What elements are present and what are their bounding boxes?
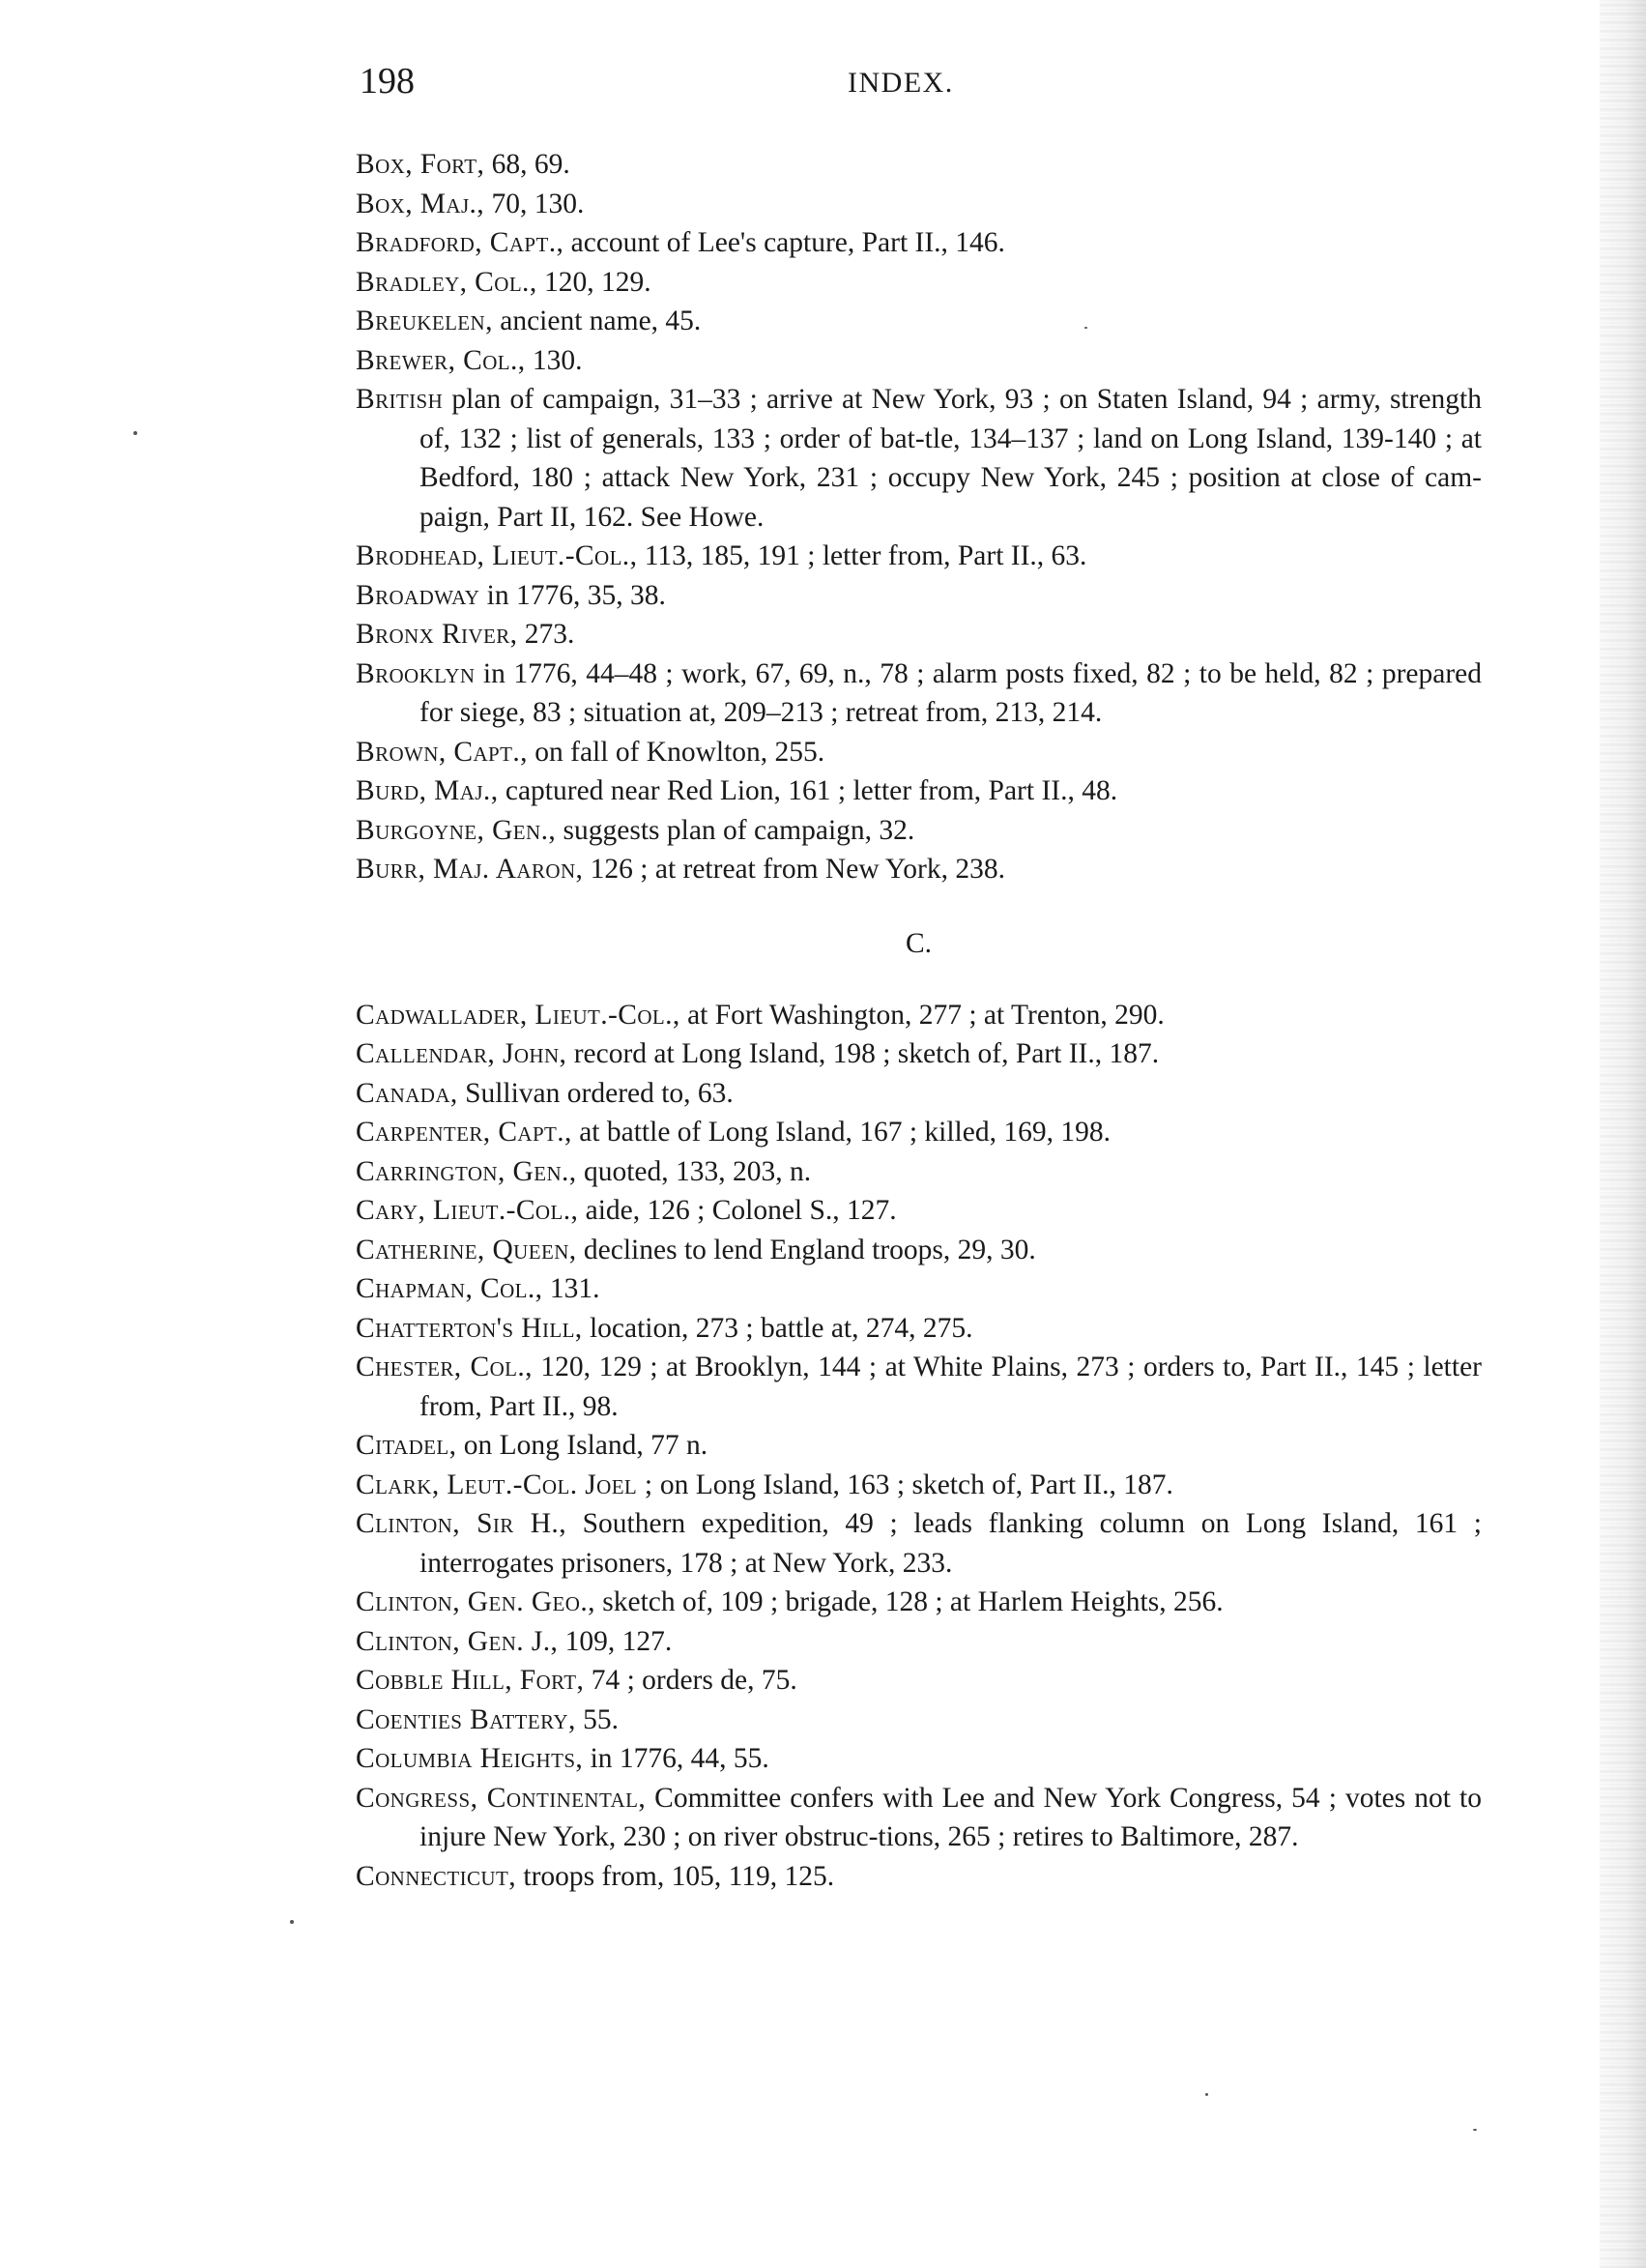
entry-heading: Congress, Continental, — [356, 1782, 647, 1814]
entry-text: 74 ; orders de, 75. — [584, 1665, 797, 1696]
entry-text: 120, 129. — [536, 266, 651, 298]
entry-heading: British — [356, 384, 444, 415]
entry-text: ancient name, 45. — [492, 305, 702, 336]
entry-heading: Bradford, Capt., — [356, 227, 564, 258]
entry-text: in 1776, 44, 55. — [583, 1743, 769, 1774]
entry-heading: Callendar, John, — [356, 1038, 567, 1069]
entry-text: at Fort Washington, 277 ; at Trenton, 290. — [679, 999, 1165, 1031]
entry-heading: Clark, Leut.-Col. Joel ; — [356, 1468, 653, 1500]
entry-text: 109, 127. — [558, 1625, 673, 1657]
index-entry — [356, 1231, 1482, 1270]
entry-heading: Chatterton's Hill, — [356, 1312, 583, 1344]
index-entry — [356, 1504, 1482, 1583]
entry-heading: Clinton, Gen. J., — [356, 1625, 559, 1657]
entry-heading: Broadway — [356, 579, 480, 611]
index-entry — [356, 1466, 1482, 1505]
index-entry — [356, 850, 1482, 889]
entry-text: 126 ; at retreat from New York, 238. — [583, 854, 1005, 885]
index-entry — [356, 1426, 1482, 1466]
index-entry — [356, 1309, 1482, 1349]
entry-heading: Citadel, — [356, 1430, 457, 1461]
entry-text: captured near Red Lion, 161 ; letter from, Part II., 48. — [498, 775, 1118, 806]
scan-speck — [1084, 327, 1087, 329]
section-letter-c: C. — [905, 927, 933, 959]
entry-heading: Chester, Col., — [356, 1352, 533, 1382]
entry-heading: Bronx River, — [356, 619, 518, 650]
entry-heading: Chapman, Col., — [356, 1273, 543, 1304]
entry-heading: Catherine, Queen, — [356, 1234, 577, 1265]
index-entry — [356, 1152, 1482, 1192]
index-entry — [356, 1701, 1482, 1740]
entry-heading: Canada, — [356, 1077, 458, 1109]
index-entry — [356, 1857, 1482, 1897]
entry-heading: Clinton, Sir H., — [356, 1508, 566, 1539]
index-entry — [356, 341, 1482, 381]
index-entry — [356, 996, 1482, 1035]
entry-heading: Carpenter, Capt., — [356, 1117, 572, 1148]
scan-speck — [1205, 2093, 1208, 2096]
entry-heading: Cobble Hill, Fort, — [356, 1665, 585, 1696]
entry-text: suggests plan of campaign, 32. — [556, 814, 915, 846]
entry-text: 273. — [517, 619, 575, 650]
index-entry — [356, 654, 1482, 733]
entry-heading: Breukelen, — [356, 305, 493, 336]
index-entry — [356, 1269, 1482, 1309]
index-entry — [356, 1348, 1482, 1426]
entry-text: account of Lee's capture, Part II., 146. — [563, 227, 1005, 258]
entry-text: Sullivan ordered to, 63. — [457, 1077, 734, 1109]
entry-text: in 1776, 35, 38. — [479, 579, 666, 611]
entry-heading: Brown, Capt., — [356, 736, 528, 768]
entry-text: Southern expedition, 49 ; leads flanking column on Long Island, 161 ; interrogates prisoners, 178 ; at New York, 233. — [419, 1508, 1482, 1579]
index-entry — [356, 1191, 1482, 1231]
index-entry — [356, 1113, 1482, 1152]
index-group-c — [356, 996, 1482, 1897]
index-entry — [356, 145, 1482, 185]
entry-heading: Cadwallader, Lieut.-Col., — [356, 999, 680, 1031]
entry-text: location, 273 ; battle at, 274, 275. — [582, 1312, 973, 1344]
index-entry — [356, 185, 1482, 224]
entry-text: 55. — [575, 1703, 619, 1735]
entry-text: on Long Island, 163 ; sketch of, Part II., 187. — [652, 1468, 1173, 1500]
entry-heading: Coenties Battery, — [356, 1703, 576, 1735]
index-entry — [356, 615, 1482, 654]
index-entry — [356, 1074, 1482, 1114]
page-header — [360, 60, 1481, 118]
index-entry — [356, 771, 1482, 811]
entry-text: troops from, 105, 119, 125. — [516, 1860, 835, 1892]
index-entry — [356, 1034, 1482, 1074]
index-entry — [356, 1661, 1482, 1701]
scan-speck — [1473, 2129, 1477, 2131]
index-entry — [356, 1779, 1482, 1857]
scan-speck — [290, 1920, 294, 1924]
entry-heading: Brodhead, Lieut.-Col., — [356, 540, 638, 571]
entry-heading: Burd, Maj., — [356, 775, 499, 806]
entry-text: 113, 185, 191 ; letter from, Part II., 63. — [637, 540, 1087, 571]
index-entry — [356, 576, 1482, 616]
entry-text: 130. — [525, 344, 583, 376]
entry-text: quoted, 133, 203, n. — [576, 1155, 812, 1187]
entry-heading: Box, Maj., — [356, 188, 485, 219]
entry-text: record at Long Island, 198 ; sketch of, Part II., 187. — [566, 1038, 1160, 1069]
entry-heading: Connecticut, — [356, 1860, 517, 1892]
index-entry — [356, 223, 1482, 263]
entry-text: Committee confers with Lee and New York Congress, 54 ; votes not to injure New York, 230 ; on river obstruc-tions, 265 ; retires to Baltimore, 287. — [419, 1782, 1482, 1852]
entry-text: at battle of Long Island, 167 ; killed, 169, 198. — [571, 1117, 1111, 1148]
entry-heading: Brooklyn — [356, 657, 476, 689]
scan-speck — [133, 431, 137, 435]
index-entry — [356, 537, 1482, 576]
index-entry — [356, 1622, 1482, 1662]
index-entry — [356, 1739, 1482, 1779]
index-entry — [356, 811, 1482, 851]
index-entry — [356, 1583, 1482, 1622]
entry-heading: Bradley, Col., — [356, 266, 537, 298]
index-entry — [356, 380, 1482, 537]
entry-text: 120, 129 ; at Brooklyn, 144 ; at White Plains, 273 ; orders to, Part II., 145 ; letter from, Part II., 98. — [419, 1352, 1482, 1422]
index-body — [356, 145, 1482, 1896]
entry-text: sketch of, 109 ; brigade, 128 ; at Harlem Heights, 256. — [594, 1586, 1224, 1617]
index-entry — [356, 263, 1482, 303]
entry-heading: Box, Fort, — [356, 149, 485, 180]
scan-edge — [1600, 0, 1646, 2268]
entry-heading: Burgoyne, Gen., — [356, 814, 557, 846]
page-number: 198 — [360, 61, 415, 102]
entry-heading: Clinton, Gen. Geo., — [356, 1586, 595, 1617]
index-group-b — [356, 145, 1482, 889]
entry-heading: Brewer, Col., — [356, 344, 526, 376]
index-entry — [356, 733, 1482, 772]
index-entry — [356, 302, 1482, 341]
entry-heading: Cary, Lieut.-Col., — [356, 1195, 579, 1226]
entry-text: on fall of Knowlton, 255. — [527, 736, 825, 768]
entry-heading: Burr, Maj. Aaron, — [356, 854, 584, 885]
entry-text: 68, 69. — [484, 149, 570, 180]
entry-text: aide, 126 ; Colonel S., 127. — [578, 1195, 897, 1226]
entry-heading: Columbia Heights, — [356, 1743, 584, 1774]
entry-text: in 1776, 44–48 ; work, 67, 69, n., 78 ; alarm posts fixed, 82 ; to be held, 82 ; prepared for siege, 83 ; situation at, 209–213 ; retreat from, 213, 214. — [419, 657, 1482, 728]
running-title: INDEX. — [848, 67, 954, 99]
entry-heading: Carrington, Gen., — [356, 1155, 577, 1187]
entry-text: on Long Island, 77 n. — [456, 1430, 708, 1461]
entry-text: 70, 130. — [484, 188, 585, 219]
entry-text: declines to lend England troops, 29, 30. — [576, 1234, 1036, 1265]
entry-text: 131. — [542, 1273, 600, 1304]
entry-text: plan of campaign, 31–33 ; arrive at New York, 93 ; on Staten Island, 94 ; army, strength of, 132 ; list of generals, 133 ; order of bat-tle, 134–137 ; land on Long Island, 139-140 ; at Bedford, 180 ; attack New York, 231 ; occupy New York, 245 ; position at close of cam-paign, Part II, 162. See Howe. — [419, 384, 1482, 533]
